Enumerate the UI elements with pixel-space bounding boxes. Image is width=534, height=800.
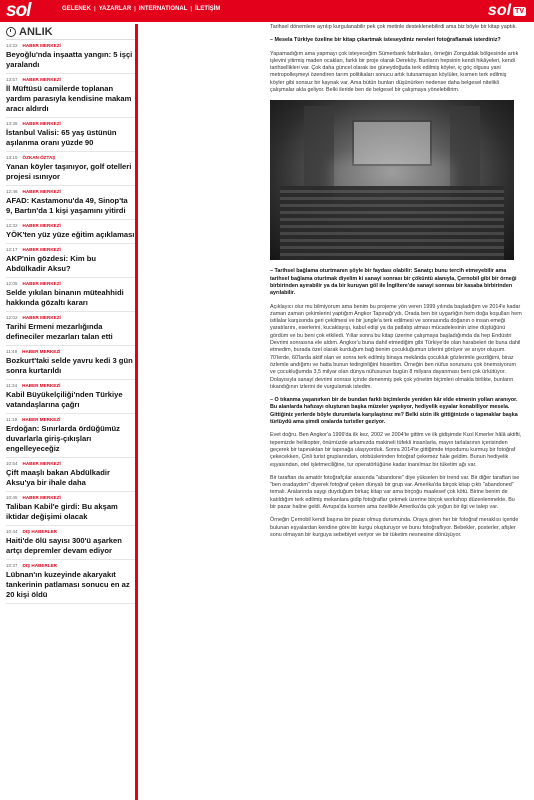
news-item[interactable]	[6, 186, 135, 220]
interview-question: – O tıkanma yaşanırken bir de bundan farklı biçimlerde yeniden kâr elde etmenin yolları aranıyor. Bu alanlarda hafızayı oluşturan başka müzeler yapılıyor, hediyelik eşyalar konabiliyor mesela. Gittiğiniz yerlerde böyle durumlarla karşılaştınız mı? Belki sizin ilk gittiğinizde o tapınaklar başka türlüydü ama şimdi oralarda turistler geziyor.	[270, 397, 518, 426]
news-item[interactable]	[6, 560, 135, 604]
soltv-logo[interactable]	[488, 2, 526, 20]
news-meta	[6, 222, 135, 230]
news-time: 13:15	[6, 155, 18, 160]
news-meta	[6, 460, 135, 468]
news-headline[interactable]: Bozkurt'taki selde yavru kedi 3 gün sonra kurtarıldı	[6, 356, 133, 375]
news-meta	[6, 280, 135, 288]
news-source: HABER MERKEZİ	[22, 315, 61, 320]
news-headline[interactable]: Selde yıkılan binanın müteahhidi hakkında gözaltı kararı	[6, 288, 124, 307]
nav-item-international[interactable]: INTERNATIONAL	[138, 6, 188, 12]
news-meta	[6, 314, 135, 322]
news-source: HABER MERKEZİ	[22, 121, 61, 126]
news-source: HABER MERKEZİ	[22, 495, 61, 500]
news-time: 12:32	[6, 223, 18, 228]
news-time: 11:49	[6, 349, 18, 354]
news-item[interactable]	[6, 458, 135, 492]
news-item[interactable]	[6, 380, 135, 414]
news-source: HABER MERKEZİ	[22, 223, 61, 228]
news-time: 10:45	[6, 495, 18, 500]
abandoned-theatre-photo	[270, 100, 514, 260]
news-headline[interactable]: Çift maaşlı bakan Abdülkadir Aksu'ya bir ihale daha	[6, 468, 110, 487]
news-source: ÖZKAN ÖZTAŞ	[22, 155, 56, 160]
news-meta	[6, 562, 135, 570]
news-time: 13:36	[6, 121, 18, 126]
top-bar	[0, 0, 534, 22]
news-item[interactable]	[6, 312, 135, 346]
news-meta	[6, 382, 135, 390]
interview-question: – Mesela Türkiye özeline bir kitap çıkartmak isteseydiniz nereleri fotoğraflamak isterdiniz?	[270, 37, 501, 44]
news-time: 10:37	[6, 563, 18, 568]
news-source: HABER MERKEZİ	[22, 417, 61, 422]
news-source: HABER MERKEZİ	[22, 77, 61, 82]
news-time: 12:17	[6, 247, 18, 252]
news-meta	[6, 528, 135, 536]
top-nav: GELENEK | YAZARLAR | INTERNATIONAL | İLETİŞİM	[62, 6, 221, 12]
article-paragraph: Bir taraftan da amatör fotoğrafçılar arasında "abandone" diye yükselen bir trend var. Bir diğer taraftan ise "ben oradaydım" diyerek fotoğraf çeken dünyalı bir grup var. Amerika'da birçok kitap çıktı "abandoned" temalı. Aralarında saygı duyduğum birkaç kitap var ama birçoğu maalesef çok kötü. Birine benim de katıldığım terk edilmiş mekanlara gidip fotoğraflar çekmek üzerine birçok workshop düzenlenmekte. Bu bir pazar haline geldi. Avrupa'da kısmen ama özellikle Amerika'da çok yoğun bir ilgi ve talep var.	[270, 474, 520, 510]
news-item[interactable]	[6, 152, 135, 186]
news-meta	[6, 154, 135, 162]
news-meta	[6, 42, 135, 50]
article-paragraph: Yapamadığım ama yapmayı çok isteyeceğim Sümerbank fabrikaları, örneğin Zonguldak bölgesinde artık işlevini yitirmiş maden ocakları, farklı bir proje olarak Dereköy. Bunların hepsinin kendi hikâyeleri, kendi tarihsellikleri var. Çok daha güncel olarak ise güneydoğuda terk edilmiş köyler, iç göç olgusu yani metropolleşmeyi özendiren tarım politikaları sonucu artık tutunamayan köylüler, kısmen terk edilmiş köyler gibi sonsuz bir kaynak var. Ama bütün bunları düşünürken nedense daha belgesel nitelikli çalışmalar akla geliyor. Belki ileride ben de belgesel bir çalışmaya yönelebilirim.	[270, 50, 519, 94]
soltv-logo-text: sol	[487, 2, 512, 19]
news-time: 10:54	[6, 461, 18, 466]
news-item[interactable]	[6, 492, 135, 526]
news-meta	[6, 494, 135, 502]
news-headline[interactable]: AFAD: Kastamonu'da 49, Sinop'ta 9, Bartın'da 1 kişi yaşamını yitirdi	[6, 196, 128, 215]
news-source: DIŞ HABERLER	[22, 563, 57, 568]
news-item[interactable]	[6, 346, 135, 380]
news-meta	[6, 188, 135, 196]
news-headline[interactable]: Erdoğan: Sınırlarda ördüğümüz duvarlarla giriş-çıkışları engelleyeceğiz	[6, 424, 120, 453]
news-source: DIŞ HABERLER	[22, 529, 57, 534]
news-time: 11:34	[6, 383, 18, 388]
news-time: 12:46	[6, 189, 18, 194]
news-headline[interactable]: Lübnan'ın kuzeyinde akaryakıt tankerinin patlaması sonucu en az 20 kişi öldü	[6, 570, 130, 599]
site-logo[interactable]: sol	[6, 0, 31, 21]
article-body	[270, 24, 522, 800]
news-source: HABER MERKEZİ	[22, 349, 61, 354]
news-headline[interactable]: Tarihi Ermeni mezarlığında defineciler mezarları talan etti	[6, 322, 113, 341]
news-item[interactable]	[6, 118, 135, 152]
news-headline[interactable]: İl Müftüsü camilerde toplanan yardım parasıyla kendisine makam aracı aldırdı	[6, 84, 132, 113]
news-meta	[6, 416, 135, 424]
news-source: HABER MERKEZİ	[22, 461, 61, 466]
interview-question: – Tarihsel bağlama oturtmanın şöyle bir faydası olabilir: Sanatçı bunu tercih etmeyebilir ama tarihsel bağlama oturtmak diyelim ki sanayi sonrası bir çöküntü alanıyla, Çernobil gibi bir örneği birbirinden ayırabilir ya da bir kuruyan göl ile İngiltere'de sanayi sonrası bir kasaba birbirinden ayrılabilir.	[270, 268, 517, 297]
news-item[interactable]	[6, 40, 135, 74]
news-item[interactable]	[6, 526, 135, 560]
nav-item-iletisim[interactable]: İLETİŞİM	[195, 6, 221, 12]
sidebar-header	[6, 24, 135, 40]
clock-icon	[6, 27, 16, 37]
news-meta	[6, 76, 135, 84]
news-list	[6, 40, 135, 604]
news-headline[interactable]: Beyoğlu'nda inşaatta yangın: 5 işçi yaralandı	[6, 50, 133, 69]
article-paragraph: Örneğin Çernobil kendi başına bir pazar olmuş durumunda. Oraya giren her bir fotoğraf meraklısı içeride bulunan eşyalardan kendine göre bir kurgu oluşturuyor ve bunu fotoğraflıyor. Bebekler, posterler, afişler sonu olmayan bir kurguya sebebiyet veriyor ve bir tüketim nesnesine dönüşüyor.	[270, 517, 519, 538]
news-source: HABER MERKEZİ	[22, 43, 61, 48]
article-paragraph: Tarihsel dönemlere ayrılıp kurgulanabilir pek çok metinle desteklenebilirdi ama biz böyle bir kitap yaptık.	[270, 24, 517, 30]
news-time: 13:57	[6, 77, 18, 82]
news-time: 10:44	[6, 529, 18, 534]
news-meta	[6, 246, 135, 254]
news-item[interactable]	[6, 220, 135, 244]
nav-item-gelenek[interactable]: GELENEK	[62, 6, 92, 12]
news-headline[interactable]: YÖK'ten yüz yüze eğitim açıklaması	[6, 230, 135, 239]
sidebar-title: ANLIK	[19, 25, 53, 38]
article-paragraph: Evet doğru. Ben Angkor'a 1999'da ilk kez, 2002 ve 2004'te gittim ve ilk gidişimde Kızıl Kmerler hâlâ aktifti, tepemizde helikopter, önümüzde arkamızda makineli tüfekli insanlarla, mayın tarlalarının içerisinden geçerek bir tapınaktan bir tapınağa ulaşıyorduk. Sonra 2014'te gittiğimde tripodumu kurmuş bir fotoğraf çekecekken, Çinli turist gruplarından, otobüslerinden fotoğraf çekemez hale geldim. Bunun hediyelik eşyasından, otel işletmeciliğine, tur operatörlüğüne kadar inanılmaz bir tüketim ağı var.	[270, 432, 522, 468]
news-headline[interactable]: Taliban Kabil'e girdi: Bu akşam iktidar değişimi olacak	[6, 502, 118, 521]
news-headline[interactable]: İstanbul Valisi: 65 yaş üstünün aşılanma oranı yüzde 90	[6, 128, 117, 147]
news-item[interactable]	[6, 278, 135, 312]
news-time: 14:22	[6, 43, 18, 48]
news-headline[interactable]: Kabil Büyükelçiliği'nden Türkiye vatandaşlarına çağrı	[6, 390, 123, 409]
news-headline[interactable]: Haiti'de ölü sayısı 300'ü aşarken artçı depremler devam ediyor	[6, 536, 122, 555]
news-time: 12:02	[6, 315, 18, 320]
news-time: 11:19	[6, 417, 18, 422]
news-meta	[6, 348, 135, 356]
live-news-sidebar	[6, 24, 138, 800]
news-meta	[6, 120, 135, 128]
nav-item-yazarlar[interactable]: YAZARLAR	[98, 6, 132, 12]
news-source: HABER MERKEZİ	[22, 247, 61, 252]
news-item[interactable]	[6, 414, 135, 458]
news-time: 12:05	[6, 281, 18, 286]
article-paragraph: Açıklayıcı olur mu bilmiyorum ama benim bu projeme yön veren 1999 yılında başladığım ve 2014'e kadar zaman zaman çekimlerini yaptığım Angkor Tapınağı'ydı. Orada ben bir uygarlığın hem doğa koşulları hem istilalar karşısında geri çekilmesi ve bir jungle'a terk edilmesi ve sonrasında doğanın o insan emeği yaratılarını, eserlerini, kucaklayışı, kabul edişi ya da patlatıp atması mücadelesinin izine düştüğünü gördüm ve bu beni çok etkiledi. Yıllar sonra bu kitap üzerine çalışmaya başladığımda da hep Endüstri Devrimi sonrasına ele aldım. Angkor'u buna dahil etmediğim gibi Türkiye'de olan harabeleri de buna dahil etmedim, burada özel olarak kurduğum bağ benim çocukluğumun izlerini görüyor ve arıyor oluşum. 70'lerde, 60'larda aktif olan ve sonra terk edilmiş binaya mekânda çocukluk gözlerimle gezdiğimi, biraz özlemle andığımı ve hatta bunun tedirginliğini hissettim. Örneğin ben nüfus sorununu çok önemsiyorum ve çocukluğumda 3,5 milyar olan dünya nüfusunun bugün 8 milyara dayanması beni çok ürkütüyor. Dolayısıyla sanayi devrimi sonrası içinde denenmiş pek çok yönetim biçimleri olmakla birlikte, bunların tıkandığının izlerini de vurgulamak istedim.	[270, 303, 522, 390]
news-item[interactable]	[6, 74, 135, 118]
news-headline[interactable]: Yanan köyler taşınıyor, golf otelleri projesi ısınıyor	[6, 162, 132, 181]
tv-badge: TV	[515, 7, 524, 15]
news-item[interactable]	[6, 244, 135, 278]
news-source: HABER MERKEZİ	[22, 281, 61, 286]
news-source: HABER MERKEZİ	[22, 189, 61, 194]
news-headline[interactable]: AKP'nin gözdesi: Kim bu Abdülkadir Aksu?	[6, 254, 96, 273]
news-source: HABER MERKEZİ	[22, 383, 61, 388]
